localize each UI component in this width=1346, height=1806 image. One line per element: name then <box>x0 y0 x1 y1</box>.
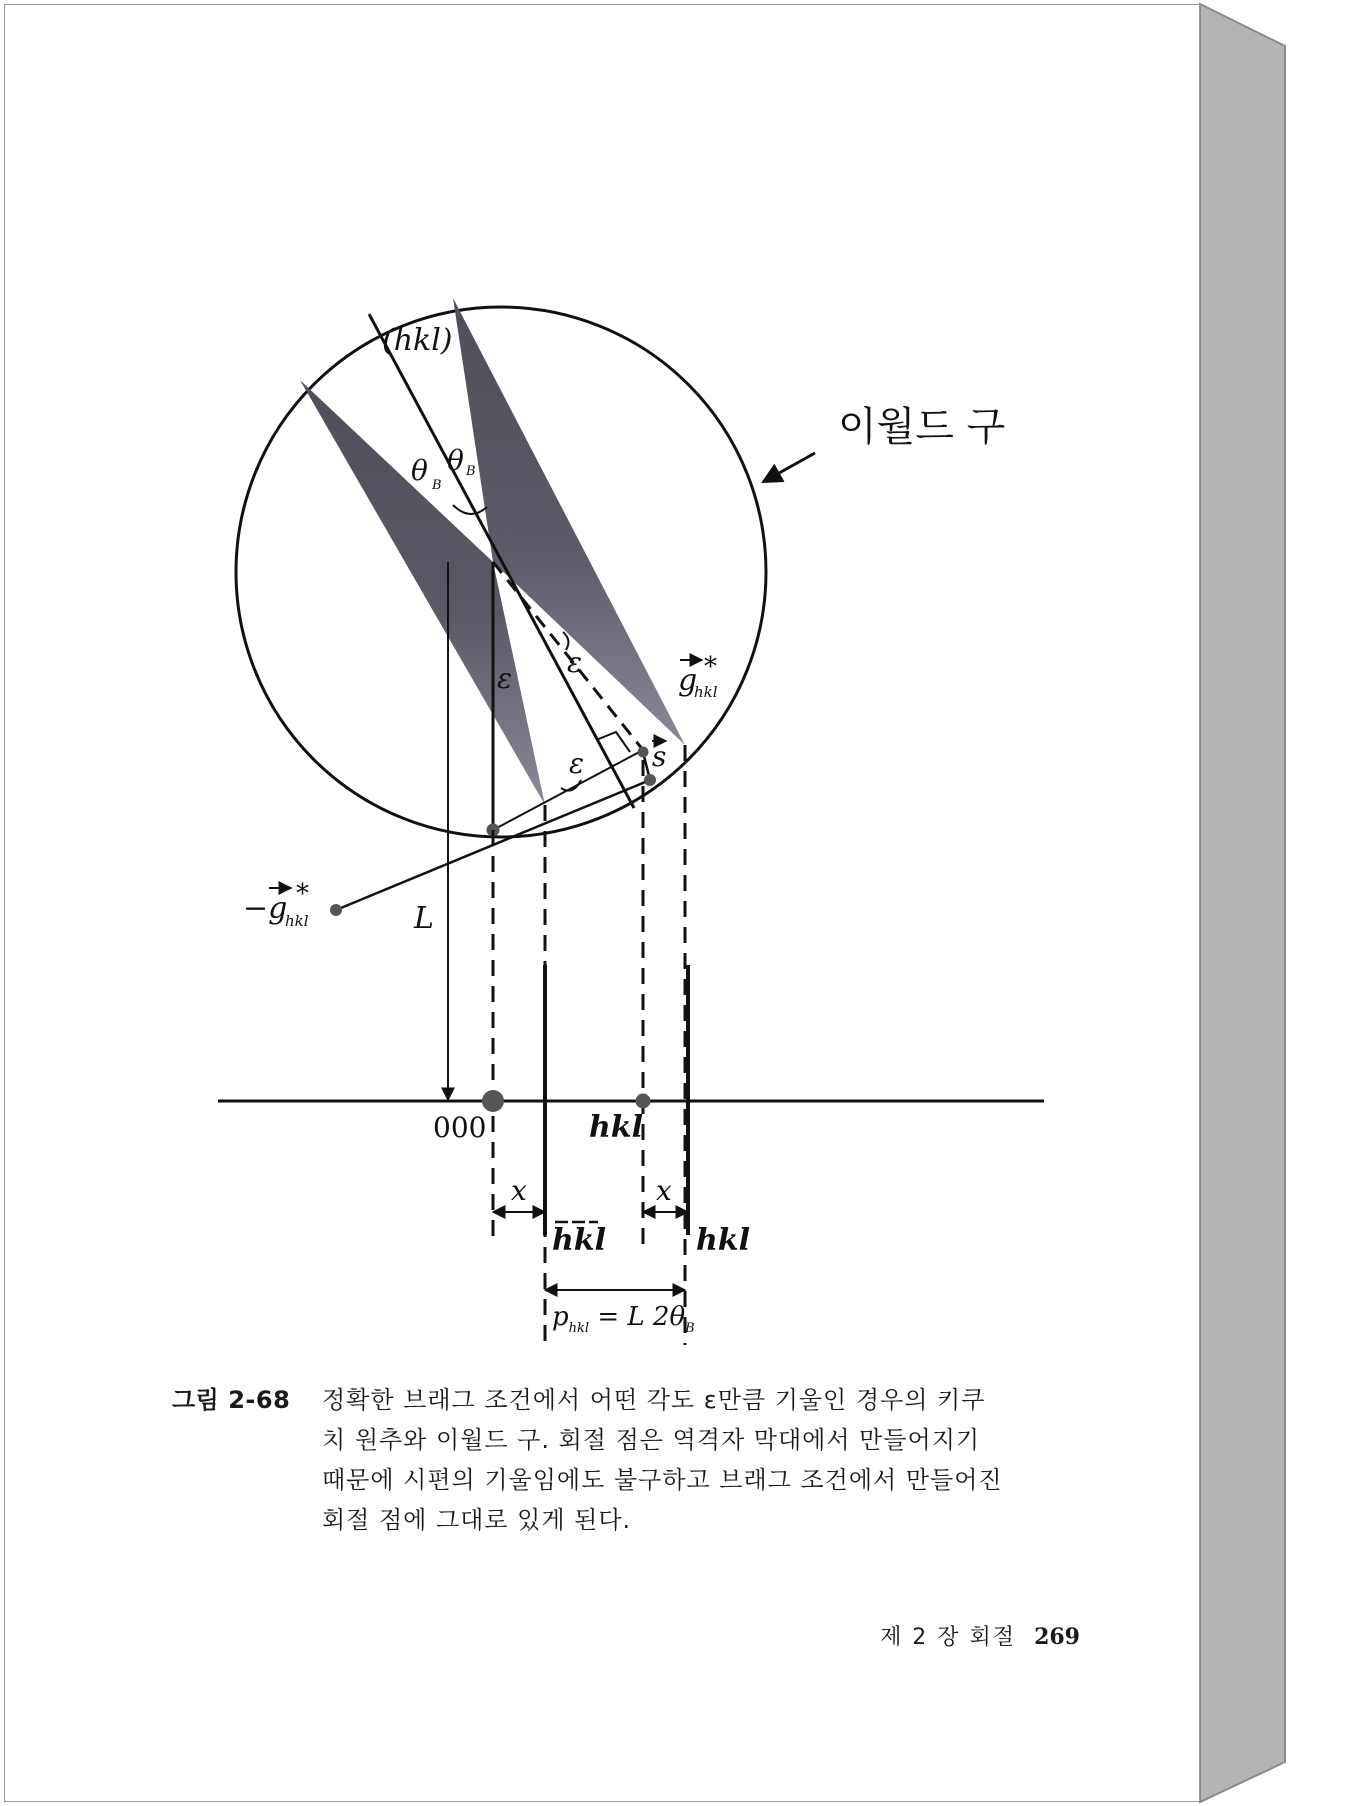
g-star-sub: hkl <box>694 683 718 701</box>
s-label: s <box>652 740 667 773</box>
ewald-pointer-arrow <box>763 453 815 482</box>
hkl-right-label: hkl <box>696 1223 750 1258</box>
page-number: 269 <box>1034 1624 1080 1650</box>
hkl-bar-label: hkl <box>552 1223 606 1258</box>
caption-text <box>322 1380 1112 1540</box>
theta-arc <box>453 505 487 514</box>
reciprocal-point-g <box>644 774 656 786</box>
ewald-sphere-label: 이월드 구 <box>838 404 1006 450</box>
spot-000 <box>482 1090 504 1112</box>
caption-line: 때문에 시편의 기울임에도 불구하고 브래그 조건에서 만들어진 <box>322 1466 1003 1494</box>
chapter-title: 제 2 장 회절 <box>880 1625 1017 1650</box>
spot-hkl <box>636 1094 651 1109</box>
neg-g-label: −g <box>243 891 288 926</box>
caption-line: 회절 점에 그대로 있게 된다. <box>322 1506 632 1534</box>
hkl-plane-label: (hkl) <box>382 323 453 358</box>
L-label: L <box>414 901 434 936</box>
theta-b-right: θ <box>447 444 464 477</box>
caption-line: 정확한 브래그 조건에서 어떤 각도 ε만큼 기울인 경우의 키쿠 <box>322 1386 986 1414</box>
theta-b-left: θ <box>411 454 428 487</box>
epsilon-label-lower: ε <box>569 747 585 780</box>
neg-g-sub: hkl <box>285 912 309 930</box>
epsilon-label-beam: ε <box>497 662 513 695</box>
reciprocal-point-s-top <box>638 747 649 758</box>
running-footer <box>850 1620 1080 1651</box>
theta-b-left-sub: B <box>432 478 442 493</box>
reciprocal-point-neg-g <box>330 904 342 916</box>
p-hkl-formula: $p_{hkl} = L$ $2\theta_B$ <box>552 1302 695 1336</box>
x-label-right: x <box>656 1174 672 1207</box>
origin-label: 000 <box>433 1111 487 1144</box>
figure-number: 그림 2-68 <box>172 1386 291 1414</box>
epsilon-label-plane: ε <box>567 646 583 679</box>
neg-g-asterisk: * <box>296 879 309 909</box>
g-star-asterisk: * <box>704 652 717 682</box>
chord-line <box>493 750 643 830</box>
theta-b-right-sub: B <box>466 464 476 479</box>
g-star-label: g <box>678 663 698 698</box>
x-label-left: x <box>511 1174 527 1207</box>
hkl-spot-label: hkl <box>589 1110 643 1145</box>
caption-line: 치 원추와 이월드 구. 회절 점은 역격자 막대에서 만들어지기 <box>322 1426 981 1454</box>
